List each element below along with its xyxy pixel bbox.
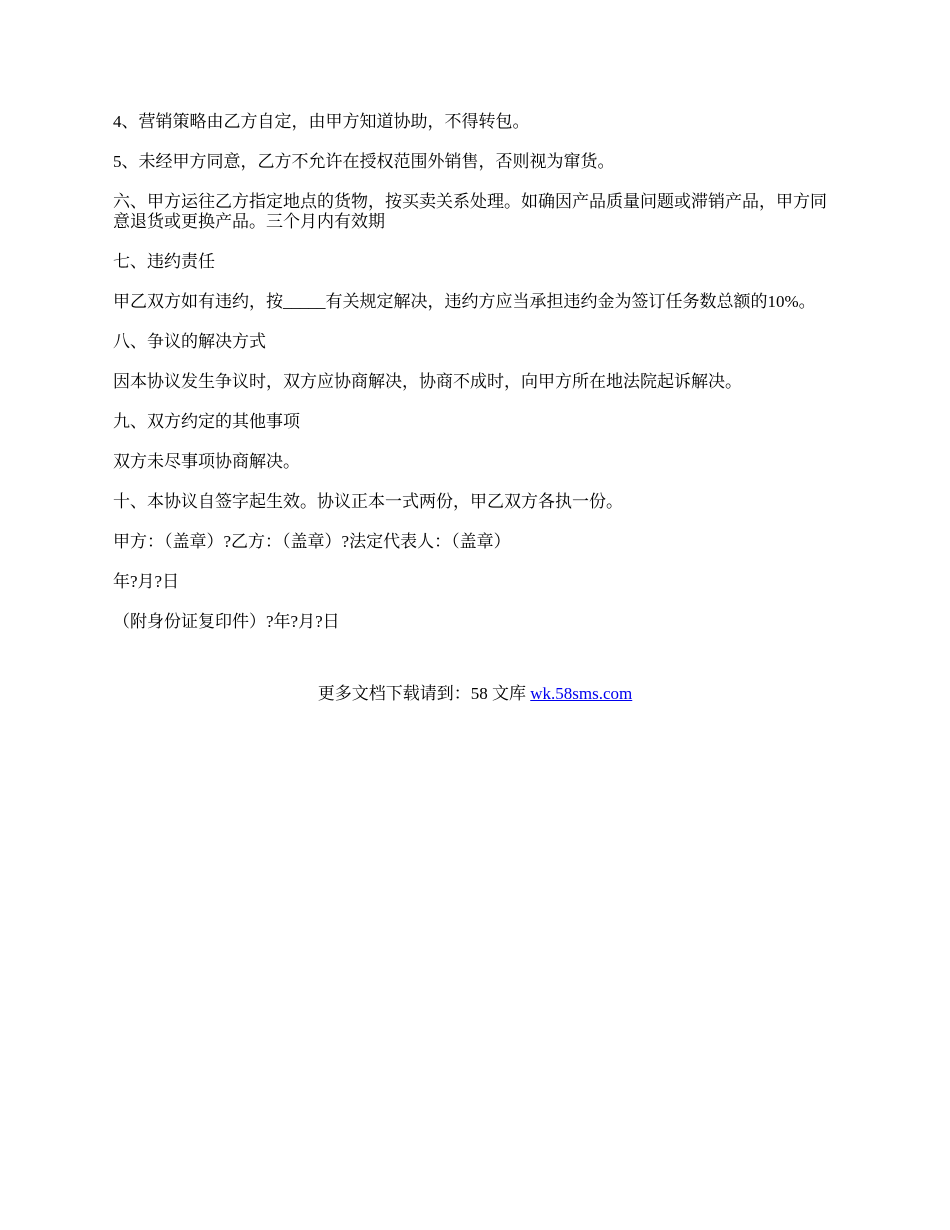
heading-dispute-resolution: 八、争议的解决方式	[113, 332, 266, 351]
footer-link[interactable]: wk.58sms.com	[530, 684, 633, 703]
paragraph-marketing-strategy: 4、营销策略由乙方自定，由甲方知道协助，不得转包。	[113, 112, 530, 131]
footer	[0, 684, 950, 704]
paragraph-goods-return: 六、甲方运往乙方指定地点的货物，按买卖关系处理。如确因产品质量问题或滞销产品，甲方同意退货或更换产品。三个月内有效期	[113, 192, 827, 231]
paragraph-dispute-resolution: 因本协议发生争议时，双方应协商解决，协商不成时，向甲方所在地法院起诉解决。	[113, 372, 742, 391]
heading-breach-liability: 七、违约责任	[113, 252, 215, 271]
signature-line: 甲方：（盖章）?乙方：（盖章）?法定代表人：（盖章）	[113, 532, 511, 551]
date-line: 年?月?日	[113, 572, 180, 591]
paragraph-breach-penalty: 甲乙双方如有违约，按_____有关规定解决，违约方应当承担违约金为签订任务数总额的10%。	[113, 292, 816, 311]
paragraph-other-matters: 双方未尽事项协商解决。	[113, 452, 300, 471]
attachment-date-line: （附身份证复印件）?年?月?日	[113, 612, 340, 631]
footer-line	[0, 684, 950, 704]
paragraph-effective-clause: 十、本协议自签字起生效。协议正本一式两份，甲乙双方各执一份。	[113, 492, 623, 511]
heading-other-matters: 九、双方约定的其他事项	[113, 412, 300, 431]
paragraph-sales-territory: 5、未经甲方同意，乙方不允许在授权范围外销售，否则视为窜货。	[113, 152, 615, 171]
footer-text: 更多文档下载请到：58 文库	[317, 684, 531, 703]
document-body	[113, 112, 835, 652]
